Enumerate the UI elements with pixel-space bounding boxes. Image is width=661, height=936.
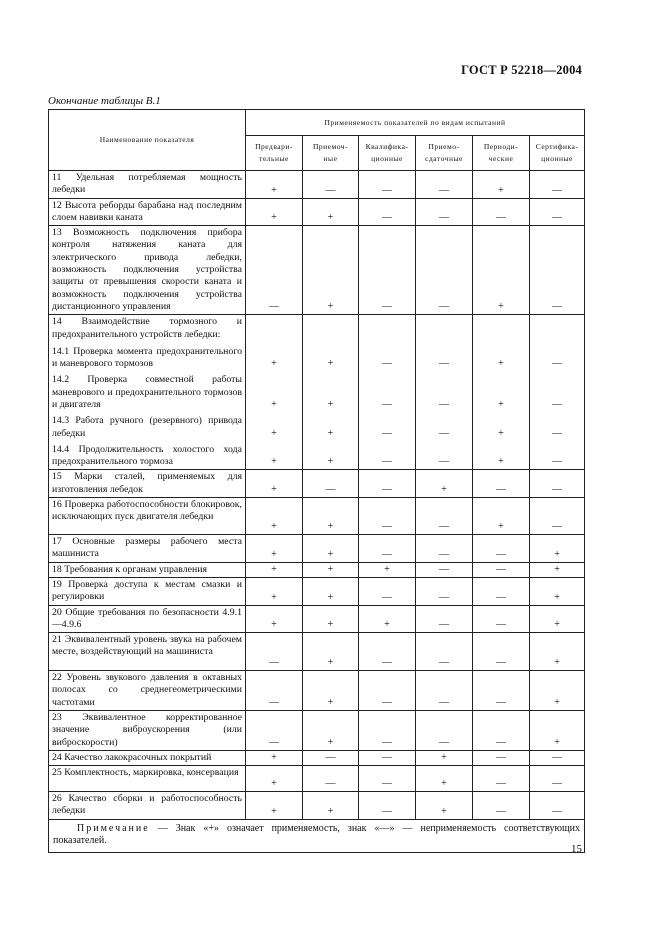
indicator-name-cell: 24 Качество лакокрасочных покрытий [49, 750, 246, 765]
applicability-mark-cell: — [530, 498, 585, 535]
applicability-mark-cell: — [530, 750, 585, 765]
applicability-mark-cell: + [246, 792, 303, 820]
applicability-mark-cell: + [530, 577, 585, 605]
applicability-mark-cell: — [473, 535, 530, 563]
applicability-mark-cell: + [246, 371, 303, 412]
applicability-mark-cell: — [246, 633, 303, 671]
table-row [49, 750, 585, 765]
applicability-mark-cell: — [416, 226, 473, 315]
indicator-name-cell: 19 Проверка доступа к местам смазки и регулировки [49, 577, 246, 605]
applicability-mark-cell: — [416, 577, 473, 605]
group-column-header: Применяемость показателей по видам испытаний [246, 110, 585, 136]
applicability-mark-cell: + [359, 562, 416, 577]
page-number: 15 [571, 843, 582, 855]
column-header-line: Предвари- [255, 142, 293, 151]
column-header-line: Периоди- [483, 142, 519, 151]
table-row [49, 792, 585, 820]
applicability-mark-cell: — [303, 470, 359, 498]
applicability-mark-cell: + [303, 577, 359, 605]
test-type-column-header [530, 136, 585, 171]
applicability-mark-cell: — [530, 470, 585, 498]
applicability-mark-cell: — [416, 441, 473, 470]
applicability-mark-cell: + [473, 371, 530, 412]
applicability-mark-cell: + [530, 671, 585, 711]
applicability-mark-cell: — [416, 198, 473, 226]
applicability-mark-cell: + [303, 412, 359, 441]
applicability-mark-cell: — [473, 633, 530, 671]
applicability-mark-cell: — [416, 605, 473, 633]
applicability-mark-cell: — [530, 226, 585, 315]
applicability-mark-cell: — [359, 750, 416, 765]
indicator-name-cell: 14.2 Проверка совместной работы маневрового и предохранительного тормозов и двигателя [49, 371, 246, 412]
applicability-mark-cell: + [246, 562, 303, 577]
applicability-mark-cell [359, 315, 416, 343]
indicator-name-cell: 14.4 Продолжительность холостого хода предохранительного тормоза [49, 441, 246, 470]
applicability-mark-cell: + [246, 343, 303, 372]
table-row [49, 766, 585, 792]
indicator-name-cell: 14 Взаимодействие тормозного и предохранительного устройств лебедки: [49, 315, 246, 343]
applicability-mark-cell: + [303, 633, 359, 671]
applicability-mark-cell [473, 315, 530, 343]
table-row [49, 412, 585, 441]
column-header-line: тельные [259, 154, 289, 163]
applicability-mark-cell: — [416, 412, 473, 441]
applicability-mark-cell: + [530, 535, 585, 563]
table-row [49, 371, 585, 412]
name-column-header: Наименование показателя [49, 110, 246, 171]
applicability-mark-cell: + [303, 535, 359, 563]
applicability-mark-cell: + [473, 498, 530, 535]
applicability-mark-cell: + [416, 766, 473, 792]
column-header-line: Приемо- [428, 142, 460, 151]
indicator-name-cell: 14.3 Работа ручного (резервного) привода лебедки [49, 412, 246, 441]
table-row [49, 711, 585, 751]
applicability-mark-cell: + [303, 198, 359, 226]
table-row [49, 226, 585, 315]
applicability-mark-cell: — [530, 766, 585, 792]
column-header-line: ционные [371, 154, 403, 163]
table-note [49, 819, 585, 852]
test-type-column-header [303, 136, 359, 171]
applicability-mark-cell: — [359, 171, 416, 199]
table-row [49, 198, 585, 226]
indicator-name-cell: 18 Требования к органам управления [49, 562, 246, 577]
table-row [49, 633, 585, 671]
applicability-mark-cell [303, 315, 359, 343]
applicability-mark-cell: + [246, 766, 303, 792]
indicator-name-cell: 11 Удельная потребляемая мощность лебедки [49, 171, 246, 199]
applicability-mark-cell: — [359, 498, 416, 535]
applicability-mark-cell: + [303, 792, 359, 820]
applicability-mark-cell [246, 315, 303, 343]
applicability-mark-cell: — [359, 412, 416, 441]
column-header-line: Квалифика- [365, 142, 409, 151]
applicability-mark-cell: — [416, 535, 473, 563]
applicability-mark-cell: + [303, 498, 359, 535]
table-row [49, 605, 585, 633]
applicability-mark-cell: + [246, 535, 303, 563]
applicability-mark-cell: — [473, 577, 530, 605]
table-row [49, 535, 585, 563]
applicability-mark-cell: + [473, 441, 530, 470]
table-row [49, 562, 585, 577]
applicability-mark-cell: — [416, 171, 473, 199]
applicability-mark-cell: — [359, 633, 416, 671]
applicability-mark-cell: — [473, 605, 530, 633]
indicator-name-cell: 25 Комплектность, маркировка, консервация [49, 766, 246, 792]
applicability-mark-cell: — [473, 562, 530, 577]
applicability-mark-cell: + [530, 633, 585, 671]
applicability-mark-cell: — [530, 198, 585, 226]
indicator-name-cell: 13 Возможность подключения прибора контроля натяжения каната для электрического привода лебедки, возможность подключения устройства защиты от превышения скорости каната и возможность подключения устройства дистанционного управления [49, 226, 246, 315]
table-row [49, 441, 585, 470]
column-header-line: Сертифика- [535, 142, 579, 151]
applicability-mark-cell: — [359, 792, 416, 820]
applicability-mark-cell: — [246, 671, 303, 711]
column-header-line: ные [323, 154, 338, 163]
applicability-mark-cell: — [473, 792, 530, 820]
applicability-mark-cell: — [303, 750, 359, 765]
applicability-mark-cell: — [359, 198, 416, 226]
table-row [49, 315, 585, 343]
applicability-mark-cell: — [303, 766, 359, 792]
applicability-mark-cell: — [359, 470, 416, 498]
applicability-mark-cell: — [246, 226, 303, 315]
test-applicability-table [48, 109, 585, 853]
applicability-mark-cell: — [530, 412, 585, 441]
applicability-mark-cell: — [416, 633, 473, 671]
applicability-mark-cell: + [246, 171, 303, 199]
applicability-mark-cell: + [303, 562, 359, 577]
test-type-column-header [359, 136, 416, 171]
applicability-mark-cell: + [530, 605, 585, 633]
table-row [49, 171, 585, 199]
applicability-mark-cell: — [416, 711, 473, 751]
applicability-mark-cell: — [473, 711, 530, 751]
table-row [49, 343, 585, 372]
applicability-mark-cell: — [473, 750, 530, 765]
note-text: — Знак «+» означает применяемость, знак «—» — неприменяемость соответствующих показателей. [53, 822, 581, 847]
indicator-name-cell: 21 Эквивалентный уровень звука на рабочем месте, воздействующий на машиниста [49, 633, 246, 671]
applicability-mark-cell: — [359, 226, 416, 315]
applicability-mark-cell: + [303, 605, 359, 633]
applicability-mark-cell: — [359, 711, 416, 751]
applicability-mark-cell: — [359, 671, 416, 711]
column-header-line: ционные [541, 154, 573, 163]
applicability-mark-cell: — [530, 343, 585, 372]
applicability-mark-cell: + [303, 226, 359, 315]
applicability-mark-cell: + [246, 750, 303, 765]
table-row [49, 671, 585, 711]
applicability-mark-cell: + [473, 343, 530, 372]
applicability-mark-cell: + [473, 226, 530, 315]
table-note-row [49, 819, 585, 852]
applicability-mark-cell: + [303, 343, 359, 372]
applicability-mark-cell: + [246, 412, 303, 441]
applicability-mark-cell: — [530, 371, 585, 412]
indicator-name-cell: 12 Высота реборды барабана над последним слоем навивки каната [49, 198, 246, 226]
table-row [49, 577, 585, 605]
applicability-mark-cell: — [359, 577, 416, 605]
applicability-mark-cell: + [359, 605, 416, 633]
indicator-name-cell: 17 Основные размеры рабочего места машиниста [49, 535, 246, 563]
applicability-mark-cell: — [473, 766, 530, 792]
indicator-name-cell: 16 Проверка работоспособности блокировок, исключающих пуск двигателя лебедки [49, 498, 246, 535]
column-header-line: сдаточные [425, 154, 463, 163]
table-row [49, 498, 585, 535]
applicability-mark-cell: — [416, 371, 473, 412]
applicability-mark-cell [530, 315, 585, 343]
applicability-mark-cell: — [416, 343, 473, 372]
applicability-mark-cell: + [473, 171, 530, 199]
test-type-column-header [416, 136, 473, 171]
applicability-mark-cell: + [303, 371, 359, 412]
applicability-mark-cell: + [303, 441, 359, 470]
indicator-name-cell: 22 Уровень звукового давления в октавных полосах со среднегеометрическими частотами [49, 671, 246, 711]
applicability-mark-cell: — [416, 671, 473, 711]
table-row [49, 470, 585, 498]
applicability-mark-cell: + [416, 470, 473, 498]
applicability-mark-cell: — [359, 371, 416, 412]
applicability-mark-cell [416, 315, 473, 343]
applicability-mark-cell: — [416, 498, 473, 535]
applicability-mark-cell: + [246, 577, 303, 605]
applicability-mark-cell: — [473, 198, 530, 226]
table-caption: Окончание таблицы В.1 [48, 95, 161, 107]
applicability-mark-cell: — [359, 441, 416, 470]
indicator-name-cell: 26 Качество сборки и работоспособность лебедки [49, 792, 246, 820]
applicability-mark-cell: + [530, 562, 585, 577]
applicability-mark-cell: — [473, 470, 530, 498]
applicability-mark-cell: + [303, 671, 359, 711]
applicability-mark-cell: + [416, 750, 473, 765]
applicability-mark-cell: + [246, 441, 303, 470]
applicability-mark-cell: + [303, 711, 359, 751]
applicability-mark-cell: — [530, 441, 585, 470]
applicability-mark-cell: — [473, 671, 530, 711]
applicability-mark-cell: — [359, 535, 416, 563]
document-header: ГОСТ Р 52218—2004 [461, 63, 582, 77]
indicator-name-cell: 15 Марки сталей, применяемых для изготовления лебедок [49, 470, 246, 498]
indicator-name-cell: 20 Общие требования по безопасности 4.9.1—4.9.6 [49, 605, 246, 633]
note-label: Примечание [77, 822, 150, 834]
test-type-column-header [473, 136, 530, 171]
applicability-mark-cell: — [246, 711, 303, 751]
applicability-mark-cell: + [246, 498, 303, 535]
applicability-mark-cell: + [530, 711, 585, 751]
column-header-line: ческие [488, 154, 514, 163]
applicability-mark-cell: — [359, 343, 416, 372]
test-type-column-header [246, 136, 303, 171]
applicability-mark-cell: — [303, 171, 359, 199]
indicator-name-cell: 14.1 Проверка момента предохранительного и маневрового тормозов [49, 343, 246, 372]
column-header-line: Приемоч- [312, 142, 349, 151]
applicability-mark-cell: + [246, 470, 303, 498]
applicability-mark-cell: — [359, 766, 416, 792]
indicator-name-cell: 23 Эквивалентное корректированное значение виброускорения (или виброскорости) [49, 711, 246, 751]
applicability-mark-cell: + [473, 412, 530, 441]
applicability-mark-cell: — [530, 792, 585, 820]
applicability-mark-cell: + [246, 198, 303, 226]
applicability-mark-cell: — [416, 562, 473, 577]
applicability-mark-cell: + [246, 605, 303, 633]
applicability-mark-cell: — [530, 171, 585, 199]
applicability-mark-cell: + [416, 792, 473, 820]
